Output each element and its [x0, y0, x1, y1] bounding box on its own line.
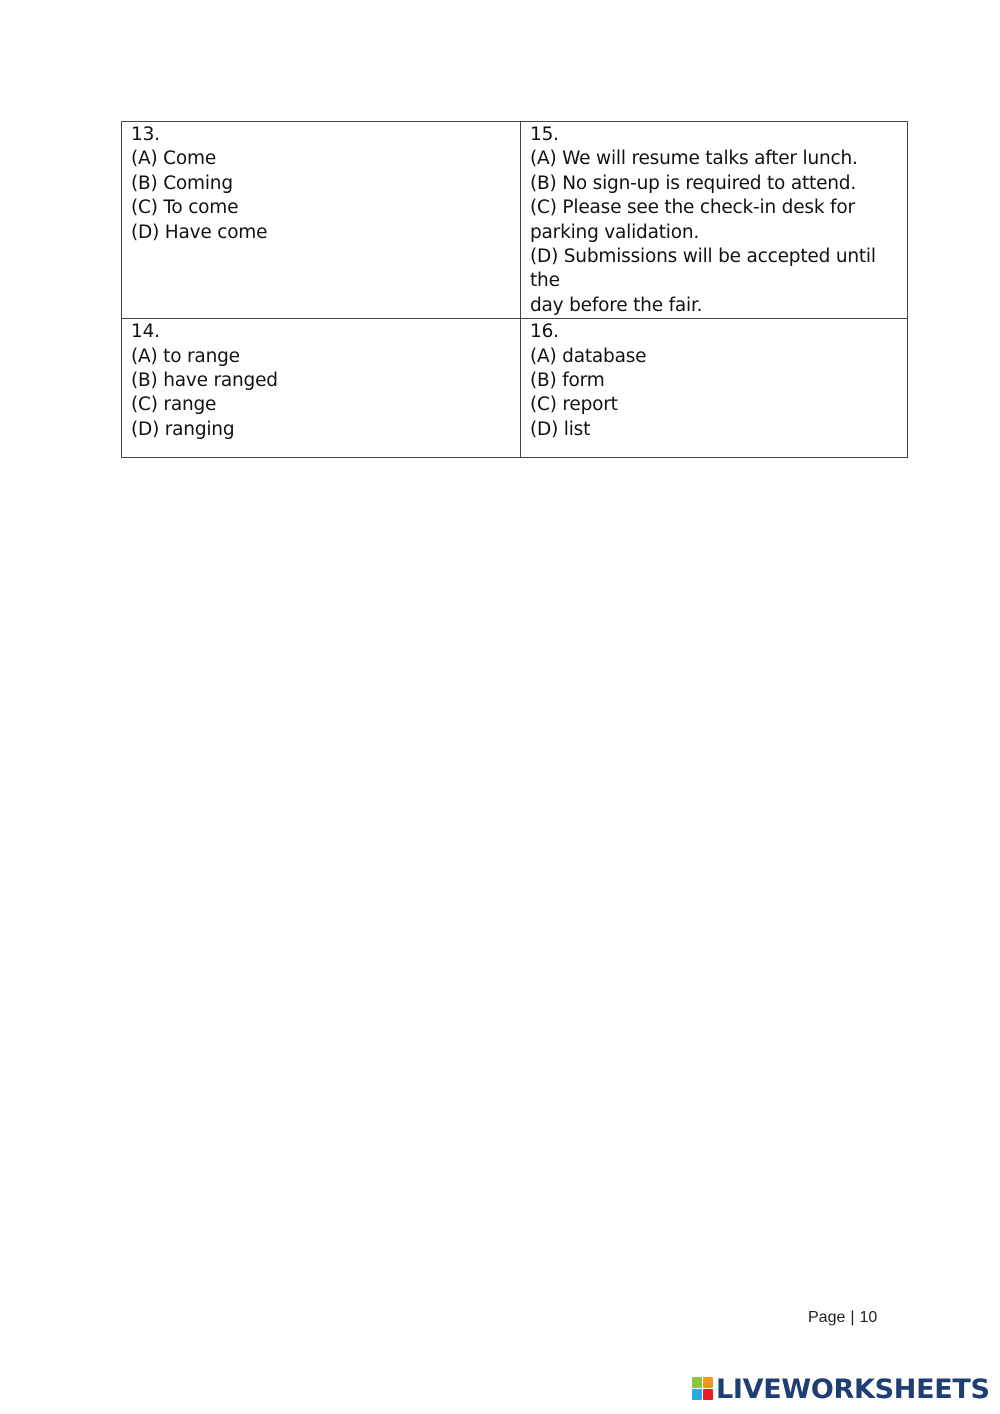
page-label: Page [808, 1309, 846, 1326]
page-number: 10 [859, 1309, 878, 1326]
brand-name: LIVEWORKSHEETS [716, 1373, 990, 1405]
logo-square-tl [692, 1377, 702, 1388]
question-13-option-b: (B) Coming [131, 172, 233, 194]
question-14-option-a: (A) to range [131, 345, 240, 367]
question-15-line: (C) Please see the check-in desk for [530, 197, 855, 219]
question-16-option-a: (A) database [530, 345, 647, 367]
question-15-line: (A) We will resume talks after lunch. [530, 148, 858, 170]
question-13-option-d: (D) Have come [131, 221, 268, 243]
question-15-cell [521, 122, 908, 319]
question-15-number: 15. [530, 124, 559, 145]
question-14-cell [122, 319, 521, 458]
question-14-option-d: (D) ranging [131, 418, 235, 440]
question-14-option-c: (C) range [131, 394, 217, 416]
answer-options-table [121, 121, 908, 458]
question-14-number: 14. [131, 321, 160, 343]
question-16-option-d: (D) list [530, 418, 591, 440]
logo-square-br [703, 1389, 713, 1400]
logo-square-bl [692, 1389, 702, 1400]
question-13-option-c: (C) To come [131, 197, 239, 219]
question-13-cell [122, 122, 521, 319]
question-15-line: parking validation. [530, 221, 700, 243]
liveworksheets-brand [692, 1374, 990, 1404]
page-separator: | [850, 1309, 855, 1326]
page-number-footer [808, 1309, 877, 1327]
question-15-line: (B) No sign-up is required to attend. [530, 172, 856, 194]
question-16-number: 16. [530, 321, 559, 343]
table-row [122, 319, 908, 458]
question-13-option-a: (A) Come [131, 148, 217, 170]
question-16-cell [521, 319, 908, 458]
question-16-option-c: (C) report [530, 394, 618, 416]
table-row [122, 122, 908, 319]
question-16-option-b: (B) form [530, 370, 605, 392]
question-15-line: day before the fair. [530, 294, 703, 316]
question-13-number: 13. [131, 124, 160, 145]
question-15-line: (D) Submissions will be accepted until the [530, 246, 876, 292]
logo-square-tr [703, 1377, 713, 1388]
question-14-option-b: (B) have ranged [131, 370, 278, 392]
liveworksheets-logo-icon [692, 1377, 713, 1401]
